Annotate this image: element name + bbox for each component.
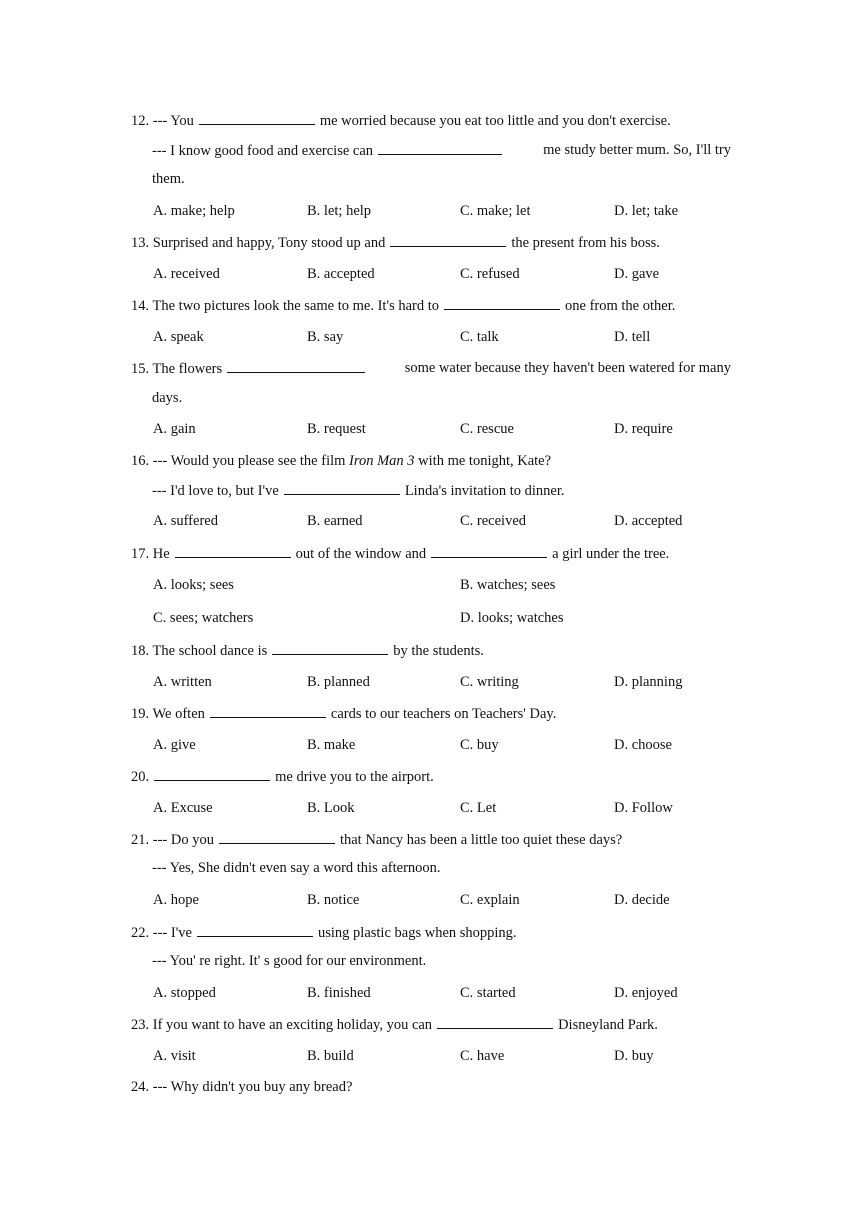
question-24-stem: 24. --- Why didn't you buy any bread? bbox=[131, 1079, 353, 1095]
option-b[interactable]: B. Look bbox=[307, 800, 355, 816]
question-20-stem: 20. me drive you to the airport. bbox=[131, 769, 434, 785]
option-c[interactable]: C. explain bbox=[460, 892, 520, 908]
answer-blank bbox=[390, 233, 506, 247]
option-d[interactable]: D. gave bbox=[614, 266, 660, 282]
answer-blank bbox=[175, 544, 291, 558]
option-a[interactable]: A. hope bbox=[153, 892, 199, 908]
answer-blank bbox=[431, 544, 547, 558]
option-a[interactable]: A. received bbox=[153, 266, 220, 282]
question-18-stem: 18. The school dance is by the students. bbox=[131, 643, 484, 659]
question-13-stem: 13. Surprised and happy, Tony stood up and the present from his boss. bbox=[131, 235, 660, 251]
option-a[interactable]: A. suffered bbox=[153, 513, 218, 529]
option-c[interactable]: C. buy bbox=[460, 737, 499, 753]
option-b[interactable]: B. request bbox=[307, 421, 366, 437]
question-19-stem: 19. We often cards to our teachers on Teachers' Day. bbox=[131, 706, 557, 722]
option-a[interactable]: A. looks; sees bbox=[153, 577, 234, 593]
option-b[interactable]: B. watches; sees bbox=[460, 577, 556, 593]
option-c[interactable]: C. received bbox=[460, 513, 527, 529]
question-23-stem: 23. If you want to have an exciting holiday, you can Disneyland Park. bbox=[131, 1017, 658, 1033]
question-15-line-2: days. bbox=[152, 390, 183, 406]
option-c[interactable]: C. talk bbox=[460, 329, 499, 345]
question-22-line-2: --- You' re right. It' s good for our environment. bbox=[152, 953, 427, 969]
option-a[interactable]: A. visit bbox=[153, 1048, 196, 1064]
option-b[interactable]: B. build bbox=[307, 1048, 354, 1064]
option-c[interactable]: C. writing bbox=[460, 674, 519, 690]
option-a[interactable]: A. give bbox=[153, 737, 196, 753]
option-d[interactable]: D. require bbox=[614, 421, 673, 437]
option-b[interactable]: B. notice bbox=[307, 892, 360, 908]
option-d[interactable]: D. decide bbox=[614, 892, 670, 908]
question-16-line-1: 16. --- Would you please see the film Iron Man 3 with me tonight, Kate? bbox=[131, 453, 552, 469]
option-b[interactable]: B. make bbox=[307, 737, 356, 753]
option-a[interactable]: A. speak bbox=[153, 329, 204, 345]
option-d[interactable]: D. buy bbox=[614, 1048, 654, 1064]
answer-blank bbox=[444, 296, 560, 310]
answer-blank bbox=[197, 923, 313, 937]
answer-blank bbox=[199, 111, 315, 125]
option-d[interactable]: D. looks; watches bbox=[460, 610, 564, 626]
answer-blank bbox=[272, 641, 388, 655]
answer-blank bbox=[437, 1015, 553, 1029]
question-12-line-3: them. bbox=[152, 171, 185, 187]
question-21-line-1: 21. --- Do you that Nancy has been a little too quiet these days? bbox=[131, 832, 623, 848]
answer-blank bbox=[154, 767, 270, 781]
option-d[interactable]: D. planning bbox=[614, 674, 683, 690]
option-b[interactable]: B. let; help bbox=[307, 203, 372, 219]
option-c[interactable]: C. started bbox=[460, 985, 516, 1001]
option-b[interactable]: B. say bbox=[307, 329, 344, 345]
option-a[interactable]: A. gain bbox=[153, 421, 196, 437]
option-a[interactable]: A. make; help bbox=[153, 203, 235, 219]
option-c[interactable]: C. have bbox=[460, 1048, 505, 1064]
option-a[interactable]: A. stopped bbox=[153, 985, 216, 1001]
question-21-line-2: --- Yes, She didn't even say a word this afternoon. bbox=[152, 860, 441, 876]
option-b[interactable]: B. planned bbox=[307, 674, 370, 690]
question-16-line-2: --- I'd love to, but I've Linda's invitation to dinner. bbox=[152, 483, 565, 499]
answer-blank bbox=[210, 704, 326, 718]
option-c[interactable]: C. Let bbox=[460, 800, 497, 816]
question-22-line-1: 22. --- I've using plastic bags when shopping. bbox=[131, 925, 517, 941]
answer-blank bbox=[284, 481, 400, 495]
option-b[interactable]: B. finished bbox=[307, 985, 371, 1001]
question-14-stem: 14. The two pictures look the same to me. It's hard to one from the other. bbox=[131, 298, 676, 314]
answer-blank bbox=[219, 830, 335, 844]
option-c[interactable]: C. make; let bbox=[460, 203, 531, 219]
question-15-line-1: 15. The flowers some water because they haven't been watered for many bbox=[131, 360, 731, 377]
option-c[interactable]: C. refused bbox=[460, 266, 520, 282]
answer-blank bbox=[227, 359, 365, 373]
option-d[interactable]: D. accepted bbox=[614, 513, 683, 529]
option-c[interactable]: C. rescue bbox=[460, 421, 514, 437]
question-12-line-2: --- I know good food and exercise can me study better mum. So, I'll try bbox=[152, 142, 731, 159]
option-d[interactable]: D. let; take bbox=[614, 203, 679, 219]
option-a[interactable]: A. written bbox=[153, 674, 212, 690]
option-c[interactable]: C. sees; watchers bbox=[153, 610, 254, 626]
option-d[interactable]: D. Follow bbox=[614, 800, 673, 816]
option-a[interactable]: A. Excuse bbox=[153, 800, 213, 816]
option-d[interactable]: D. choose bbox=[614, 737, 672, 753]
option-d[interactable]: D. tell bbox=[614, 329, 651, 345]
question-17-stem: 17. He out of the window and a girl under the tree. bbox=[131, 546, 670, 562]
option-d[interactable]: D. enjoyed bbox=[614, 985, 678, 1001]
film-title: Iron Man 3 bbox=[349, 453, 415, 469]
option-b[interactable]: B. earned bbox=[307, 513, 363, 529]
option-b[interactable]: B. accepted bbox=[307, 266, 375, 282]
answer-blank bbox=[378, 141, 502, 155]
question-12-line-1: 12. --- You me worried because you eat too little and you don't exercise. bbox=[131, 113, 671, 129]
